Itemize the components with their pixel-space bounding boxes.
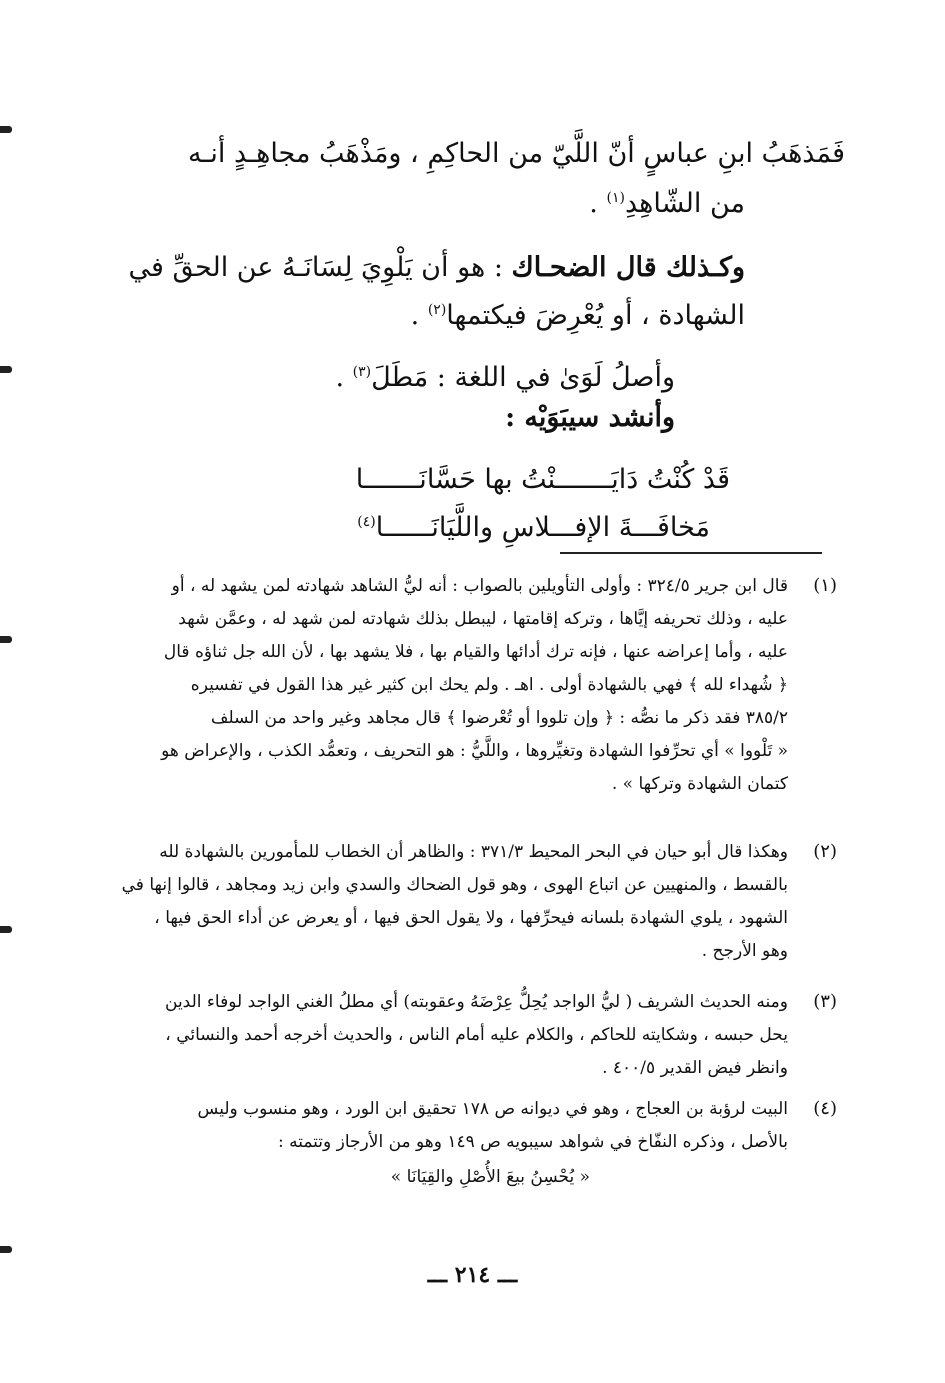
main-text: فَمَذهَبُ ابنِ عباسٍ أنّ اللَّيّ من الحاكِمِ ، ومَذْهَبُ مجاهِـدٍ أنـه (188, 138, 845, 169)
verse-text: قَدْ كُنْتُ دَايَـــــــنْتُ بها حَسَّانَـــــــا (355, 464, 730, 495)
footnote-line: وهو الأرجح . (701, 941, 788, 961)
footnote-ref: (١) (606, 190, 625, 206)
footnote-ref: (٣) (352, 364, 372, 380)
main-paragraph-4 (85, 398, 675, 438)
scan-edge-mark (0, 636, 12, 643)
footnote-line: ٣٨٥/٢ فقد ذكر ما نصُّه : ﴿ وإن تلووا أو تُعْرضوا ﴾ قال مجاهد وغير واحد من السلف (210, 708, 788, 728)
footnote-line: « تَلْووا » أي تحرِّفوا الشهادة وتغيِّروها ، واللَّيُّ : هو التحريف ، وتعمُّد الكذب ، والإعراض هو (161, 741, 788, 761)
main-text: الشهادة ، أو يُعْرِضَ فيكتمها (446, 300, 745, 331)
main-text: من الشّاهِدِ (624, 188, 745, 219)
footnote-line: وانظر فيض القدير ٤٠٠/٥ . (602, 1058, 788, 1078)
verse-line-1 (130, 460, 730, 500)
footnote-line: كتمان الشهادة وتركها » . (611, 774, 788, 794)
footnote-line: الشهود ، يلوي الشهادة بلسانه فيحرِّفها ، ولا يقول الحق فيها ، أو يعرض عن أداء الحق فيها ، (154, 908, 788, 928)
scan-edge-mark (0, 126, 12, 133)
footnote-ref: (٤) (357, 514, 376, 530)
footnote-separator (560, 552, 822, 554)
footnote-line: ومنه الحديث الشريف ( ليُّ الواجد يُحِلُّ عِرْضَهُ وعقوبته) أي مطلُ الغني الواجد لوفاء الدين (165, 992, 788, 1012)
main-text: . (335, 362, 353, 393)
scan-edge-mark (0, 926, 12, 933)
main-paragraph-1-line-2 (85, 184, 745, 224)
footnote-ref: (٢) (427, 302, 447, 318)
footnote-number: (٢) (813, 841, 837, 862)
footnote-line: عليه ، وذلك تحريفه إيَّاها ، وتركه إقامتها ، ليبطل بذلك شهادته لمن شهد له ، وعمَّن شهد (178, 609, 788, 629)
verse-text: مَخافَـــةَ الإفـــلاسِ واللَّيَانَــــــا (375, 512, 710, 543)
verse-line-2 (130, 508, 710, 548)
footnote-number: (٣) (813, 991, 837, 1012)
footnote-line: بالأصل ، وذكره النفّاخ في شواهد سيبويه ص ١٤٩ وهو من الأرجاز وتتمته : (277, 1132, 788, 1152)
main-text: وأنشد سيبَوَيْه : (505, 402, 675, 433)
footnote-line: وهكذا قال أبو حيان في البحر المحيط ٣٧١/٣ : والظاهر أن الخطاب للمأمورين بالشهادة لله (159, 842, 788, 862)
footnote-line: عليه ، وأما إعراضه عنها ، فإنه ترك أدائها والقيام بها ، فلا يشهد بها ، لأن الله جل ثناؤه قال (163, 642, 788, 662)
footnote-number: (٤) (813, 1098, 837, 1119)
footnote-verse-line: « يُحْسِنُ بيعَ الأُصْلِ والقِيَانَا » (390, 1167, 590, 1187)
scan-edge-mark (0, 366, 12, 373)
main-text: وأصلُ لَوَىٰ في اللغة : مَطَلَ (371, 362, 675, 393)
page-number: ـــ ٢١٤ ـــ (427, 1262, 518, 1288)
main-paragraph-2-line-2 (85, 296, 745, 336)
main-paragraph-1-line-1 (85, 134, 845, 174)
footnote-line: البيت لرؤبة بن العجاج ، وهو في ديوانه ص ١٧٨ تحقيق ابن الورد ، وهو منسوب وليس (197, 1099, 788, 1119)
footnote-line: قال ابن جرير ٣٢٤/٥ : وأولى التأويلين بالصواب : أنه ليُّ الشاهد شهادته لمن يشهد له ، أو (171, 576, 788, 596)
main-text: . (410, 300, 428, 331)
main-paragraph-2-line-1 (85, 248, 745, 288)
bold-lead-text: وكـذلك قال الضحـاك (511, 252, 745, 283)
scan-edge-mark (0, 1246, 12, 1253)
main-text: . (589, 188, 607, 219)
main-text: : هو أن يَلْوِيَ لِسَانَـهُ عن الحقِّ في (128, 252, 512, 283)
footnote-line: يحل حبسه ، وشكايته للحاكم ، والكلام عليه أمام الناس ، والحديث أخرجه أحمد والنسائي ، (165, 1025, 788, 1045)
footnote-line: بالقسط ، والمنهيين عن اتباع الهوى ، وهو قول الضحاك والسدي وابن زيد ومجاهد ، قالوا إنها في (121, 875, 788, 895)
main-paragraph-3 (85, 358, 675, 398)
footnote-number: (١) (813, 575, 837, 596)
footnote-line: ﴿ شُهداء لله ﴾ فهي بالشهادة أولى . اهـ . ولم يحك ابن كثير غير هذا القول في تفسيره (190, 675, 788, 695)
